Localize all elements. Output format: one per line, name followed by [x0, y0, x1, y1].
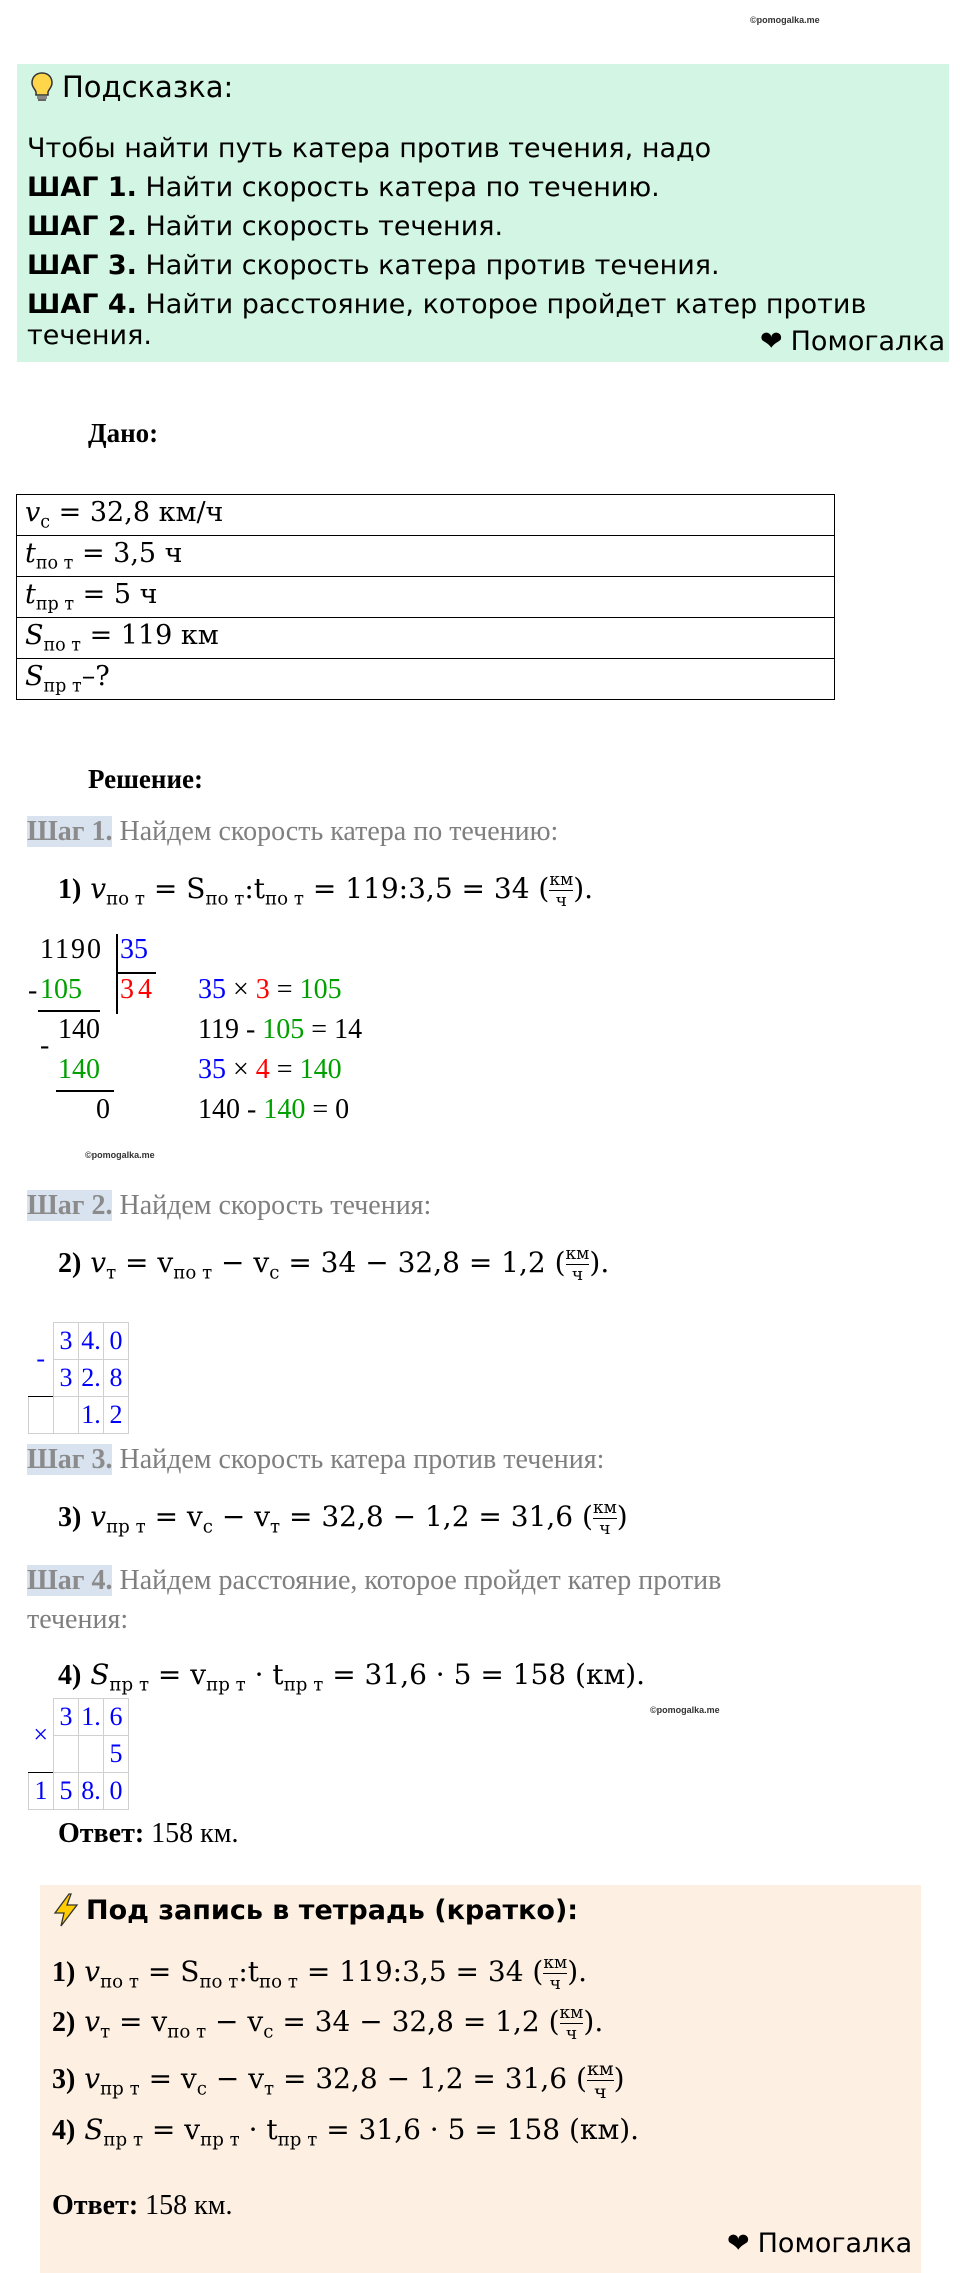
hint-title — [30, 70, 233, 104]
equation-4: 4) $S_{пр т} = v_{пр т} \cdot t_{пр т} = 31,6 \cdot 5 = 158$ (км). — [58, 1658, 646, 1696]
hint-step-3: ШАГ 3. Найти скорость катера против течения. — [27, 250, 720, 281]
equation-3: 3) $v_{пр т} = v_с - v_т = 32,8 - 1,2 = 31,6$ ( км ч ) — [58, 1498, 628, 1539]
heart-icon: ❤ — [760, 326, 783, 357]
given-table — [16, 494, 835, 700]
given-row: $v_с = 32,8$ км/ч — [17, 495, 835, 536]
hint-credit — [760, 326, 945, 357]
given-row: $t_{по т} = 3,5$ ч — [17, 536, 835, 577]
watermark-mid: ©pomogalka.me — [85, 1150, 155, 1160]
notebook-answer: Ответ: 158 км. — [52, 2190, 233, 2221]
dividend: 1190 — [40, 934, 103, 965]
final-remainder: 0 — [96, 1094, 110, 1125]
long-division — [0, 930, 420, 1130]
divisor: 35 — [120, 934, 148, 965]
hint-title-text: Подсказка: — [62, 70, 234, 104]
check-line-3: 35 × 4 = 140 — [198, 1054, 342, 1085]
notebook-eq-1: 1) $v_{по т}$ = $S_{по т}:t_{по т}$ = 119:3,5 = 34 ( км ч ). — [52, 1953, 588, 1994]
step-1-heading: Шаг 1. Найдем скорость катера по течению: — [27, 816, 559, 847]
multiply-sign: × — [33, 1720, 49, 1750]
step-4-heading-cont: течения: — [27, 1604, 129, 1635]
hint-step-4: ШАГ 4. Найти расстояние, которое пройдет катер против течения. — [27, 289, 867, 351]
subtraction-grid: - 3 4. 0 3 2. 8 1. 2 — [28, 1322, 129, 1434]
notebook-eq-2: 2) $v_т = v_{по т} - v_с = 34 - 32,8 = 1,2$ ( км ч ). — [52, 2003, 604, 2044]
notebook-credit-text: Помогалка — [757, 2228, 913, 2259]
step-2-heading: Шаг 2. Найдем скорость течения: — [27, 1190, 432, 1221]
notebook-title: Под запись в тетрадь (кратко): — [52, 1893, 578, 1927]
equation-1: 1) $v_{по т}$ = $S_{по т}:t_{по т}$ = 119:3,5 = 34 ( км ч ). — [58, 870, 594, 911]
watermark-lower: ©pomogalka.me — [650, 1705, 720, 1715]
watermark-top: ©pomogalka.me — [750, 15, 820, 25]
multiplication-grid: × 3 1. 6 5 1 5 8. 0 — [28, 1698, 129, 1810]
solution-title: Решение: — [88, 764, 203, 794]
quotient-digit-1: 3 — [120, 974, 134, 1005]
heart-icon: ❤ — [727, 2228, 750, 2259]
given-row: $S_{по т} = 119$ км — [17, 618, 835, 659]
given-row: $t_{пр т} = 5$ ч — [17, 577, 835, 618]
minus-sign: - — [40, 1030, 50, 1061]
minus-sign: - — [28, 975, 38, 1006]
hint-intro: Чтобы найти путь катера против течения, надо — [27, 133, 712, 164]
equation-2: 2) $v_т = v_{по т} - v_с = 34 - 32,8 = 1,2$ ( км ч ). — [58, 1244, 610, 1285]
minus-sign: - — [36, 1344, 46, 1374]
hint-step-1: ШАГ 1. Найти скорость катера по течению. — [27, 172, 660, 203]
check-line-1: 35 × 3 = 105 — [198, 974, 342, 1005]
first-subtrahend: 105 — [40, 974, 82, 1005]
step-4-heading: Шаг 4. Найдем расстояние, которое пройдет катер против — [27, 1565, 722, 1596]
given-title: Дано: — [88, 418, 159, 448]
notebook-credit — [727, 2228, 912, 2259]
notebook-eq-3: 3) $v_{пр т} = v_с - v_т = 32,8 - 1,2 = 31,6$ ( км ч ) — [52, 2058, 625, 2103]
check-line-2: 119 - 105 = 14 — [198, 1014, 363, 1045]
lightning-icon — [52, 1893, 80, 1927]
second-subtrahend: 140 — [58, 1054, 100, 1085]
hint-step-2: ШАГ 2. Найти скорость течения. — [27, 211, 504, 242]
quotient-digit-2: 4 — [138, 974, 152, 1005]
hint-credit-text: Помогалка — [790, 326, 946, 357]
check-line-4: 140 - 140 = 0 — [198, 1094, 350, 1125]
lightbulb-icon — [30, 71, 54, 103]
given-row: $S_{пр т}-$? — [17, 659, 835, 700]
answer: Ответ: 158 км. — [58, 1818, 239, 1849]
notebook-eq-4: 4) $S_{пр т} = v_{пр т} \cdot t_{пр т} = 31,6 \cdot 5 = 158$ (км). — [52, 2113, 640, 2151]
step-3-heading: Шаг 3. Найдем скорость катера против течения: — [27, 1444, 605, 1475]
remainder-1: 140 — [58, 1014, 100, 1045]
